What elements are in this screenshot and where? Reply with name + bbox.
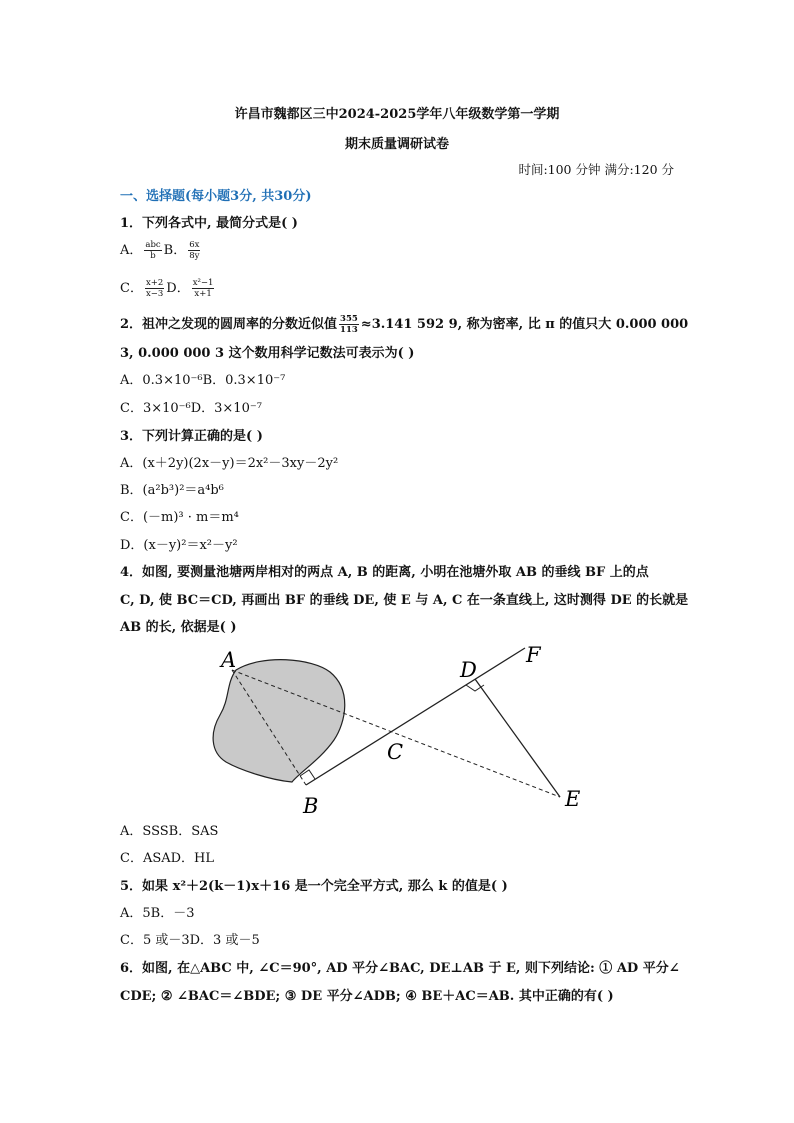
q1-d-den: x+1 (194, 289, 212, 299)
q1-b-label: B． (163, 243, 187, 258)
q6-stem-line1: 6．如图, 在△ABC 中, ∠C＝90°, AD 平分∠BAC, DE⊥AB 于 E, 则下列结论: ① AD 平分∠ (120, 961, 680, 976)
q4-options-ab: A．SSSB．SAS (120, 824, 219, 839)
q1-c-label: C． (120, 281, 143, 296)
time-score-info: 时间:100 分钟 满分:120 分 (518, 162, 674, 177)
q1-stem: 1．下列各式中, 最简分式是( ) (120, 216, 298, 231)
q1-b-den: 8y (189, 251, 200, 261)
label-e: E (565, 787, 581, 811)
q1-a-num: abc (145, 240, 161, 250)
section-heading-choice: 一、选择题(每小题3分, 共30分) (120, 189, 312, 204)
q6-stem-line2: CDE; ② ∠BAC＝∠BDE; ③ DE 平分∠ADB; ④ BE＋AC＝AB. 其中正确的有( ) (120, 989, 614, 1004)
q1-a-label: A． (120, 243, 143, 258)
label-d: D (460, 658, 477, 682)
q1-c-den: x−3 (145, 289, 164, 299)
exam-title: 许昌市魏都区三中2024-2025学年八年级数学第一学期 (234, 107, 560, 122)
q4-options-cd: C．ASAD．HL (120, 851, 215, 866)
segment-de (475, 679, 560, 797)
q3-stem: 3．下列计算正确的是( ) (120, 429, 263, 444)
label-f: F (526, 643, 541, 667)
q3-option-a: A．(x＋2y)(2x－y)＝2x²－3xy－2y² (120, 456, 339, 471)
q4-stem-line1: 4．如图, 要测量池塘两岸相对的两点 A, B 的距离, 小明在池塘外取 AB 的垂线 BF 上的点 (120, 565, 649, 580)
q1-c-num: x+2 (145, 278, 164, 288)
q2-frac-num: 355 (340, 314, 358, 324)
exam-subtitle: 期末质量调研试卷 (344, 137, 449, 152)
q5-options-cd: C．5 或－3D．3 或－5 (120, 933, 260, 948)
q5-stem: 5．如果 x²＋2(k－1)x＋16 是一个完全平方式, 那么 k 的值是( ) (120, 879, 508, 894)
label-b: B (303, 794, 319, 818)
q4-stem-line3: AB 的长, 依据是( ) (120, 620, 237, 635)
q2-options-ab: A．0.3×10⁻⁶B．0.3×10⁻⁷ (120, 373, 286, 388)
q2-frac-den: 113 (340, 325, 358, 335)
q1-a-den: b (150, 251, 156, 261)
q4-stem-line2: C, D, 使 BC＝CD, 再画出 BF 的垂线 DE, 使 E 与 A, C 在一条直线上, 这时测得 DE 的长就是 (120, 593, 689, 608)
q2-options-cd: C．3×10⁻⁶D．3×10⁻⁷ (120, 401, 262, 416)
q3-option-c: C．(－m)³ · m＝m⁴ (120, 510, 239, 525)
q2-stem-a: 2．祖冲之发现的圆周率的分数近似值 (120, 317, 338, 332)
q1-d-num: x²−1 (192, 278, 214, 288)
pond-shape (213, 660, 345, 782)
q5-options-ab: A．5B．－3 (120, 906, 195, 921)
label-c: C (387, 740, 404, 764)
q3-option-b: B．(a²b³)²＝a⁴b⁶ (120, 483, 224, 498)
label-a: A (221, 648, 237, 672)
q3-option-d: D．(x－y)²＝x²－y² (120, 538, 238, 553)
q1-d-label: D． (166, 281, 190, 296)
q2-stem-b: ≈3.141 592 9, 称为密率, 比 π 的值只大 0.000 000 (360, 317, 689, 332)
q2-stem-line2: 3, 0.000 000 3 这个数用科学记数法可表示为( ) (120, 346, 415, 361)
q1-b-num: 6x (189, 240, 200, 250)
